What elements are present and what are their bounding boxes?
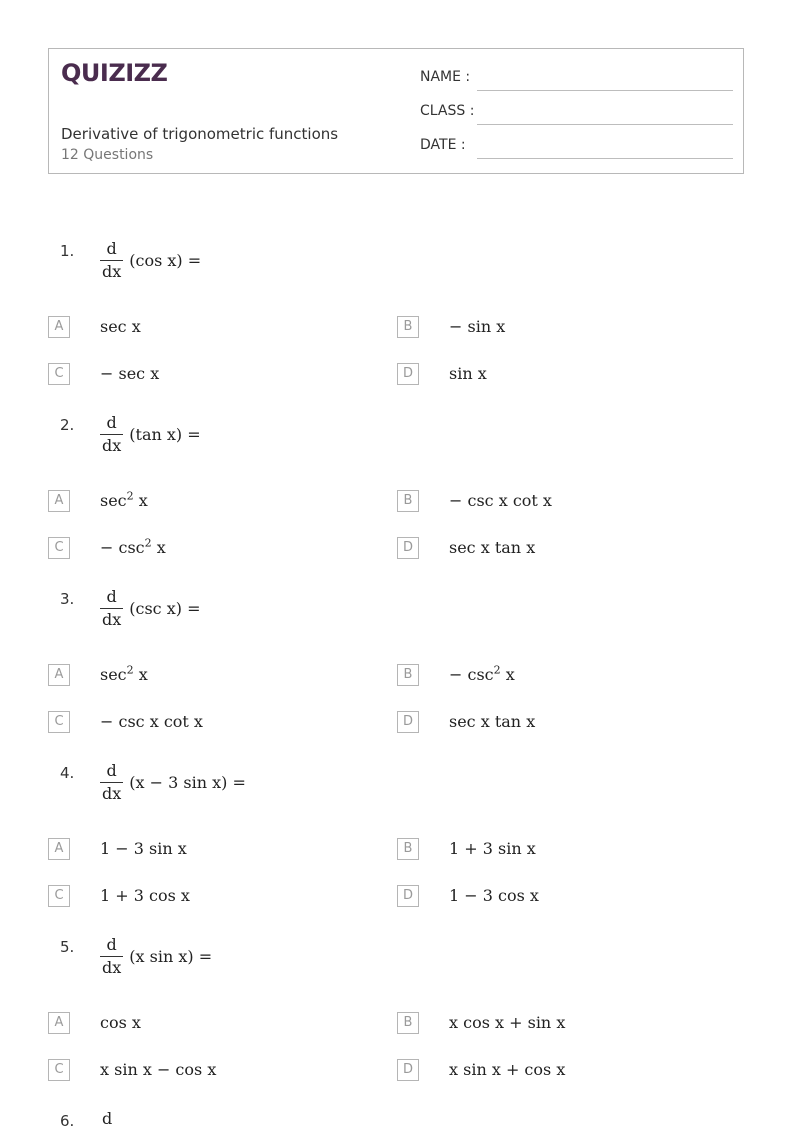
option-text-a[interactable]: $\sec^2 x$ xyxy=(100,663,148,684)
expression-text: (cos x) = xyxy=(129,251,202,270)
option-letter-c[interactable]: C xyxy=(48,363,70,385)
question-expression xyxy=(100,414,201,455)
option-text-a[interactable]: sec x xyxy=(100,317,141,336)
derivative-fraction xyxy=(100,1110,114,1130)
fraction-numerator: d xyxy=(106,587,117,606)
option-letter-a[interactable]: A xyxy=(48,490,70,512)
fraction-numerator: d xyxy=(106,413,117,432)
expression-text: (tan x) = xyxy=(129,425,201,444)
name-field[interactable] xyxy=(420,67,733,91)
option-text-d[interactable]: sin x xyxy=(449,364,487,383)
question-number: 6. xyxy=(60,1112,75,1130)
expression-text: (x − 3 sin x) = xyxy=(129,773,246,792)
fraction-numerator: d xyxy=(106,935,117,954)
option-text-c[interactable]: − csc x cot x xyxy=(100,712,203,731)
worksheet-title: Derivative of trigonometric functions xyxy=(61,125,339,143)
option-text-b[interactable]: x cos x + sin x xyxy=(449,1013,566,1032)
class-field[interactable] xyxy=(420,101,733,125)
option-text-b[interactable]: − $\csc^2 x$ xyxy=(449,663,515,684)
option-text-c[interactable]: − $\csc^2 x$ xyxy=(100,536,166,557)
date-field[interactable] xyxy=(420,135,733,159)
derivative-fraction xyxy=(100,762,123,803)
option-text-a[interactable]: 1 − 3 sin x xyxy=(100,839,187,858)
fraction-denominator: dx xyxy=(102,784,122,803)
derivative-fraction xyxy=(100,414,123,455)
name-line[interactable] xyxy=(477,90,733,91)
option-letter-b[interactable]: B xyxy=(397,838,419,860)
class-line[interactable] xyxy=(477,124,733,125)
option-letter-d[interactable]: D xyxy=(397,1059,419,1081)
class-label: CLASS : xyxy=(420,103,475,119)
option-text-a[interactable]: $\sec^2 x$ xyxy=(100,489,148,510)
question-expression xyxy=(100,1110,120,1130)
option-letter-b[interactable]: B xyxy=(397,1012,419,1034)
option-letter-b[interactable]: B xyxy=(397,664,419,686)
option-text-b[interactable]: − sin x xyxy=(449,317,506,336)
question-expression xyxy=(100,240,201,281)
quizizz-logo: QUIZIZZ xyxy=(61,59,168,87)
option-letter-c[interactable]: C xyxy=(48,885,70,907)
option-text-c[interactable]: 1 + 3 cos x xyxy=(100,886,190,905)
question-number: 1. xyxy=(60,242,75,260)
option-text-c[interactable]: x sin x − cos x xyxy=(100,1060,217,1079)
option-letter-b[interactable]: B xyxy=(397,490,419,512)
date-line[interactable] xyxy=(477,158,733,159)
option-letter-c[interactable]: C xyxy=(48,537,70,559)
question-number: 3. xyxy=(60,590,75,608)
option-text-d[interactable]: sec x tan x xyxy=(449,712,536,731)
name-label: NAME : xyxy=(420,69,471,85)
option-text-d[interactable]: sec x tan x xyxy=(449,538,536,557)
fraction-numerator: d xyxy=(106,761,117,780)
option-letter-d[interactable]: D xyxy=(397,363,419,385)
option-letter-a[interactable]: A xyxy=(48,664,70,686)
option-text-a[interactable]: cos x xyxy=(100,1013,141,1032)
option-text-d[interactable]: x sin x + cos x xyxy=(449,1060,566,1079)
date-label: DATE : xyxy=(420,137,466,153)
option-text-b[interactable]: 1 + 3 sin x xyxy=(449,839,536,858)
option-letter-d[interactable]: D xyxy=(397,885,419,907)
fraction-denominator: dx xyxy=(102,610,122,629)
fraction-denominator: dx xyxy=(102,436,122,455)
question-number: 2. xyxy=(60,416,75,434)
worksheet-header xyxy=(48,48,744,174)
question-number: 4. xyxy=(60,764,75,782)
option-letter-d[interactable]: D xyxy=(397,711,419,733)
question-expression xyxy=(100,936,212,977)
expression-text: (x sin x) = xyxy=(129,947,213,966)
question-expression xyxy=(100,588,200,629)
question-count: 12 Questions xyxy=(61,147,154,163)
question-expression xyxy=(100,762,246,803)
fraction-denominator: dx xyxy=(102,958,122,977)
derivative-fraction xyxy=(100,240,123,281)
derivative-fraction xyxy=(100,936,123,977)
option-letter-c[interactable]: C xyxy=(48,1059,70,1081)
expression-text: (csc x) = xyxy=(129,599,201,618)
question-number: 5. xyxy=(60,938,75,956)
option-letter-a[interactable]: A xyxy=(48,838,70,860)
fraction-numerator: d xyxy=(102,1109,113,1128)
option-text-c[interactable]: − sec x xyxy=(100,364,160,383)
option-text-b[interactable]: − csc x cot x xyxy=(449,491,552,510)
option-letter-a[interactable]: A xyxy=(48,1012,70,1034)
derivative-fraction xyxy=(100,588,123,629)
fraction-numerator: d xyxy=(106,239,117,258)
option-letter-a[interactable]: A xyxy=(48,316,70,338)
option-letter-d[interactable]: D xyxy=(397,537,419,559)
fraction-denominator: dx xyxy=(102,262,122,281)
option-letter-b[interactable]: B xyxy=(397,316,419,338)
option-letter-c[interactable]: C xyxy=(48,711,70,733)
option-text-d[interactable]: 1 − 3 cos x xyxy=(449,886,539,905)
